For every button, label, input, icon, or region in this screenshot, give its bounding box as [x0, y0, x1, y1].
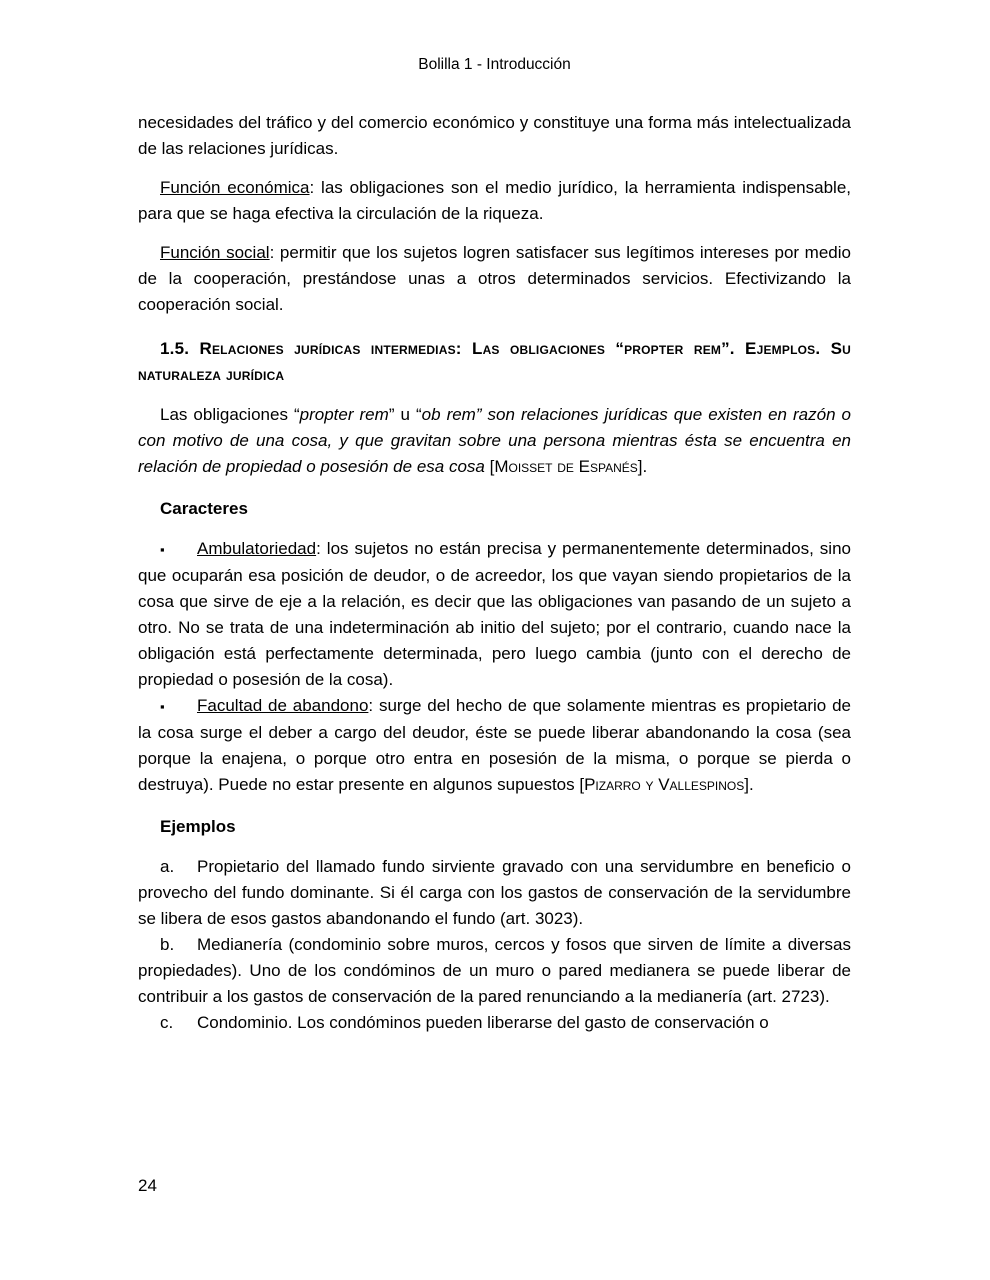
list-marker-a: a. — [160, 857, 175, 876]
propter-s3: ” u “ — [388, 405, 422, 424]
author-moisset: Moisset de Espanés — [494, 457, 638, 476]
bullet-square-icon: ▪ — [160, 542, 165, 557]
funcion-economica-rest: : las obligaciones son el medio jurídico, la herramienta indispensable, para que se haga efectiva la circulación de la riqueza. — [138, 178, 851, 223]
propter-bracket-close: ]. — [637, 457, 648, 476]
propter-bracket-open: [ — [489, 457, 495, 476]
subheading-ejemplos: Ejemplos — [160, 817, 236, 836]
paragraph-funcion-social — [138, 240, 851, 318]
ob-rem-term: ob rem — [421, 405, 476, 424]
page-number: 24 — [138, 1176, 157, 1195]
propter-definition: ” son relaciones jurídicas que existen en razón o con motivo de una cosa, y que gravitan sobre una persona mientras ésta se encuentra en relación de propiedad o posesión de esa cosa — [138, 405, 852, 476]
item-b-text: Medianería (condominio sobre muros, cercos y fosos que sirven de límite a diversas propiedades). Uno de los condóminos de un muro o pared medianera se puede liberar de contribuir a los gastos de conservación de la pared renunciando a la medianería (art. 2723). — [138, 935, 851, 1006]
list-marker-c: c. — [160, 1013, 174, 1032]
bullet-square-icon: ▪ — [160, 699, 165, 714]
bullet-facultad-abandono — [138, 693, 851, 798]
subheading-caracteres: Caracteres — [160, 499, 248, 518]
author-pizarro-vallespinos: Pizarro y Vallespinos — [584, 775, 745, 794]
propter-s1: Las obligaciones “ — [160, 405, 300, 424]
funcion-social-lead: Función social — [160, 243, 270, 262]
list-item-c — [138, 1010, 851, 1036]
facultad-abandono-rest: : surge del hecho de que solamente mientras es propietario de la cosa surge el deber a cargo del deudor, éste se puede liberar abandonando la cosa (sea porque la enajena, o porque otro entra en posesión de la misma, o porque se pierda o destruya). Puede no estar presente en algunos supuestos — [138, 696, 851, 794]
list-item-b — [138, 932, 851, 1010]
facultad-abandono-lead: Facultad de abandono — [197, 696, 369, 715]
item-c-text: Condominio. Los condóminos pueden liberarse del gasto de conservación o — [197, 1013, 769, 1032]
paragraph-propter-rem — [138, 402, 851, 480]
list-item-a — [138, 854, 851, 932]
funcion-economica-lead: Función económica — [160, 178, 310, 197]
facultad-bracket-open: [ — [579, 775, 585, 794]
section-heading-1-5: 1.5. Relaciones jurídicas intermedias: Las obligaciones “propter rem”. Ejemplos. Su naturaleza jurídica — [138, 339, 851, 384]
item-a-text: Propietario del llamado fundo sirviente gravado con una servidumbre en beneficio o provecho del fundo dominante. Si él carga con los gastos de conservación de la servidumbre se libera de esos gastos abandonando el fundo (art. 3023). — [138, 857, 851, 928]
paragraph-funcion-economica — [138, 175, 851, 227]
ambulatoriedad-lead: Ambulatoriedad — [197, 539, 317, 558]
ambulatoriedad-rest: : los sujetos no están precisa y permanentemente determinados, sino que ocuparán esa posición de deudor, o de acreedor, los que vayan siendo propietarios de la cosa que sirve de eje a la relación, es decir que las obligaciones van pasando de un sujeto a otro. No se trata de una indeterminación ab initio del sujeto; por el contrario, cuando nace la obligación está perfectamente determinada, pero luego cambia (junto con el derecho de propiedad o posesión de la cosa). — [138, 539, 851, 689]
page-content — [138, 56, 851, 1036]
list-marker-b: b. — [160, 935, 175, 954]
facultad-bracket-close: ]. — [744, 775, 754, 794]
bullet-ambulatoriedad — [138, 536, 851, 693]
running-header: Bolilla 1 - Introducción — [418, 56, 571, 73]
funcion-social-rest: : permitir que los sujetos logren satisfacer sus legítimos intereses por medio de la cooperación, prestándose unas a otros determinados servicios. Efectivizando la cooperación social. — [138, 243, 851, 314]
paragraph-intro: necesidades del tráfico y del comercio económico y constituye una forma más intelectualizada de las relaciones jurídicas. — [138, 113, 851, 158]
propter-rem-term: propter rem — [299, 405, 389, 424]
